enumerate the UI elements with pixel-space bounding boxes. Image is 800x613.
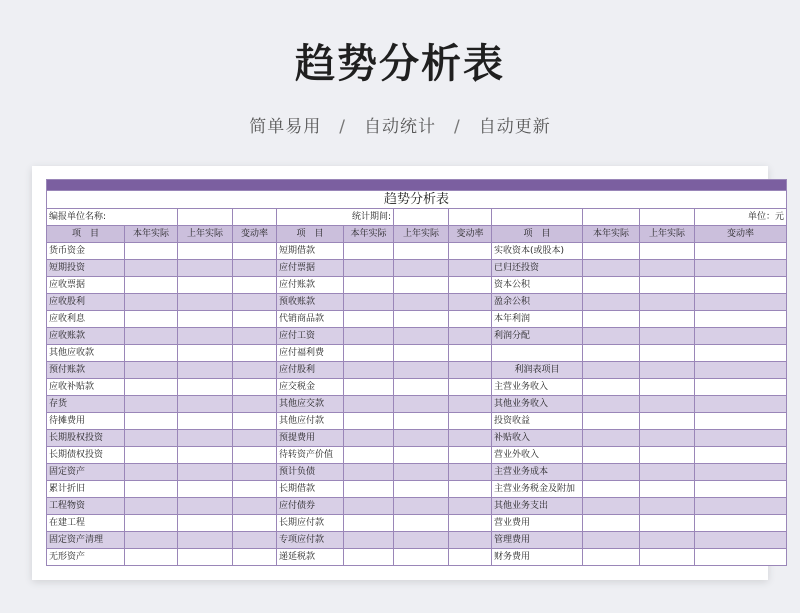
item-cell: 固定资产 [47, 464, 125, 481]
item-cell: 其他业务收入 [492, 396, 583, 413]
item-cell: 利润分配 [492, 328, 583, 345]
value-cell[interactable] [695, 447, 787, 464]
value-cell[interactable] [233, 430, 277, 447]
item-cell: 固定资产清理 [47, 532, 125, 549]
value-cell[interactable] [449, 277, 492, 294]
value-cell[interactable] [695, 328, 787, 345]
value-cell[interactable] [449, 328, 492, 345]
item-cell: 长期借款 [277, 481, 344, 498]
meta-cell[interactable] [178, 209, 233, 226]
value-cell[interactable] [233, 532, 277, 549]
column-header: 本年实际 [125, 226, 178, 243]
item-cell: 已归还投资 [492, 260, 583, 277]
item-cell: 主营业务收入 [492, 379, 583, 396]
value-cell[interactable] [695, 481, 787, 498]
value-cell[interactable] [640, 311, 695, 328]
table-row [47, 396, 787, 413]
value-cell[interactable] [449, 294, 492, 311]
value-cell[interactable] [394, 379, 449, 396]
value-cell[interactable] [344, 549, 394, 566]
item-cell: 应收利息 [47, 311, 125, 328]
table-row [47, 447, 787, 464]
value-cell[interactable] [583, 549, 640, 566]
value-cell[interactable] [640, 515, 695, 532]
column-header: 上年实际 [640, 226, 695, 243]
table-row [47, 362, 787, 379]
value-cell[interactable] [449, 243, 492, 260]
meta-cell[interactable] [492, 209, 583, 226]
value-cell[interactable] [394, 243, 449, 260]
value-cell[interactable] [695, 345, 787, 362]
meta-cell[interactable] [583, 209, 640, 226]
item-cell: 资本公积 [492, 277, 583, 294]
value-cell[interactable] [583, 277, 640, 294]
value-cell[interactable] [344, 277, 394, 294]
item-cell: 在建工程 [47, 515, 125, 532]
table-row [47, 515, 787, 532]
table-row [47, 430, 787, 447]
value-cell[interactable] [344, 498, 394, 515]
value-cell[interactable] [233, 260, 277, 277]
item-cell: 待摊费用 [47, 413, 125, 430]
table-row [47, 345, 787, 362]
item-cell: 主营业务成本 [492, 464, 583, 481]
column-header: 变动率 [233, 226, 277, 243]
item-cell: 工程物资 [47, 498, 125, 515]
item-cell: 盈余公积 [492, 294, 583, 311]
value-cell[interactable] [125, 481, 178, 498]
value-cell[interactable] [583, 311, 640, 328]
value-cell[interactable] [695, 396, 787, 413]
value-cell[interactable] [695, 498, 787, 515]
value-cell[interactable] [695, 430, 787, 447]
meta-cell[interactable] [640, 209, 695, 226]
value-cell[interactable] [583, 328, 640, 345]
value-cell[interactable] [394, 260, 449, 277]
value-cell[interactable] [178, 311, 233, 328]
item-cell: 货币资金 [47, 243, 125, 260]
table-row [47, 277, 787, 294]
value-cell[interactable] [583, 447, 640, 464]
value-cell[interactable] [233, 464, 277, 481]
value-cell[interactable] [233, 243, 277, 260]
value-cell[interactable] [394, 277, 449, 294]
value-cell[interactable] [583, 294, 640, 311]
item-cell: 应收股利 [47, 294, 125, 311]
value-cell[interactable] [449, 260, 492, 277]
value-cell[interactable] [583, 464, 640, 481]
value-cell[interactable] [178, 464, 233, 481]
value-cell[interactable] [583, 532, 640, 549]
value-cell[interactable] [125, 464, 178, 481]
value-cell[interactable] [449, 515, 492, 532]
table-row [47, 328, 787, 345]
value-cell[interactable] [394, 328, 449, 345]
value-cell[interactable] [640, 362, 695, 379]
meta-cell[interactable] [233, 209, 277, 226]
value-cell[interactable] [695, 413, 787, 430]
value-cell[interactable] [583, 379, 640, 396]
item-cell: 其他应付款 [277, 413, 344, 430]
value-cell[interactable] [125, 362, 178, 379]
value-cell[interactable] [695, 549, 787, 566]
value-cell[interactable] [695, 362, 787, 379]
column-header: 项 目 [277, 226, 344, 243]
value-cell[interactable] [344, 532, 394, 549]
item-cell: 实收资本(或股本) [492, 243, 583, 260]
value-cell[interactable] [233, 362, 277, 379]
item-cell: 长期股权投资 [47, 430, 125, 447]
value-cell[interactable] [178, 549, 233, 566]
item-cell: 短期投资 [47, 260, 125, 277]
item-cell: 无形资产 [47, 549, 125, 566]
value-cell[interactable] [583, 515, 640, 532]
column-header: 变动率 [449, 226, 492, 243]
table-title: 趋势分析表 [47, 191, 787, 209]
value-cell[interactable] [125, 430, 178, 447]
subtitle-item-auto-stats: 自动统计 [364, 117, 436, 137]
value-cell[interactable] [640, 549, 695, 566]
value-cell[interactable] [233, 515, 277, 532]
value-cell[interactable] [178, 345, 233, 362]
item-cell: 短期借款 [277, 243, 344, 260]
value-cell[interactable] [125, 294, 178, 311]
value-cell[interactable] [640, 447, 695, 464]
value-cell[interactable] [178, 379, 233, 396]
value-cell[interactable] [640, 345, 695, 362]
table-row [47, 413, 787, 430]
value-cell[interactable] [394, 345, 449, 362]
table-row [47, 379, 787, 396]
value-cell[interactable] [583, 481, 640, 498]
value-cell[interactable] [344, 345, 394, 362]
value-cell[interactable] [394, 481, 449, 498]
value-cell[interactable] [394, 515, 449, 532]
item-cell: 预计负债 [277, 464, 344, 481]
value-cell[interactable] [178, 362, 233, 379]
value-cell[interactable] [583, 243, 640, 260]
value-cell[interactable] [449, 549, 492, 566]
spreadsheet-viewport [46, 179, 786, 567]
item-cell: 其他业务支出 [492, 498, 583, 515]
meta-cell[interactable] [449, 209, 492, 226]
value-cell[interactable] [640, 464, 695, 481]
value-cell[interactable] [125, 345, 178, 362]
subtitle-item-auto-update: 自动更新 [478, 117, 551, 137]
table-row [47, 311, 787, 328]
value-cell[interactable] [394, 464, 449, 481]
value-cell[interactable] [344, 447, 394, 464]
table-title-row [47, 191, 787, 209]
item-cell: 营业外收入 [492, 447, 583, 464]
value-cell[interactable] [178, 532, 233, 549]
item-cell: 补贴收入 [492, 430, 583, 447]
value-cell[interactable] [695, 277, 787, 294]
value-cell[interactable] [178, 328, 233, 345]
value-cell[interactable] [125, 311, 178, 328]
subtitle-separator: / [339, 117, 346, 137]
value-cell[interactable] [178, 294, 233, 311]
trend-analysis-table [46, 179, 787, 566]
value-cell[interactable] [394, 532, 449, 549]
item-cell: 应付工资 [277, 328, 344, 345]
item-cell: 存货 [47, 396, 125, 413]
value-cell[interactable] [344, 379, 394, 396]
item-cell: 代销商品款 [277, 311, 344, 328]
value-cell[interactable] [695, 532, 787, 549]
value-cell[interactable] [178, 515, 233, 532]
item-cell: 应付福利费 [277, 345, 344, 362]
value-cell[interactable] [344, 260, 394, 277]
value-cell[interactable] [695, 260, 787, 277]
item-cell: 预收账款 [277, 294, 344, 311]
table-row [47, 464, 787, 481]
value-cell[interactable] [178, 396, 233, 413]
value-cell[interactable] [178, 430, 233, 447]
item-cell: 营业费用 [492, 515, 583, 532]
value-cell[interactable] [695, 515, 787, 532]
item-cell: 待转资产价值 [277, 447, 344, 464]
item-cell: 预付账款 [47, 362, 125, 379]
item-cell: 递延税款 [277, 549, 344, 566]
item-cell: 投资收益 [492, 413, 583, 430]
value-cell[interactable] [125, 277, 178, 294]
value-cell[interactable] [449, 447, 492, 464]
value-cell[interactable] [344, 481, 394, 498]
value-cell[interactable] [695, 311, 787, 328]
value-cell[interactable] [640, 413, 695, 430]
value-cell[interactable] [583, 260, 640, 277]
value-cell[interactable] [344, 430, 394, 447]
value-cell[interactable] [233, 498, 277, 515]
subtitle-separator: / [454, 117, 461, 137]
value-cell[interactable] [583, 345, 640, 362]
value-cell[interactable] [394, 294, 449, 311]
value-cell[interactable] [125, 328, 178, 345]
column-header: 项 目 [492, 226, 583, 243]
value-cell[interactable] [583, 413, 640, 430]
item-cell: 应付账款 [277, 277, 344, 294]
item-cell: 累计折旧 [47, 481, 125, 498]
column-header: 项 目 [47, 226, 125, 243]
value-cell[interactable] [233, 481, 277, 498]
subtitle-item-easy: 简单易用 [249, 117, 322, 137]
value-cell[interactable] [394, 498, 449, 515]
value-cell[interactable] [640, 379, 695, 396]
value-cell[interactable] [125, 549, 178, 566]
value-cell[interactable] [233, 311, 277, 328]
value-cell[interactable] [178, 260, 233, 277]
meta-row [47, 209, 787, 226]
value-cell[interactable] [178, 447, 233, 464]
table-row [47, 481, 787, 498]
value-cell[interactable] [125, 413, 178, 430]
item-cell: 其他应交款 [277, 396, 344, 413]
value-cell[interactable] [233, 396, 277, 413]
value-cell[interactable] [394, 447, 449, 464]
value-cell[interactable] [233, 294, 277, 311]
value-cell[interactable] [640, 481, 695, 498]
value-cell[interactable] [178, 498, 233, 515]
value-cell[interactable] [583, 396, 640, 413]
value-cell[interactable] [344, 294, 394, 311]
value-cell[interactable] [125, 396, 178, 413]
item-cell: 应收票据 [47, 277, 125, 294]
value-cell[interactable] [394, 362, 449, 379]
value-cell[interactable] [233, 328, 277, 345]
spreadsheet-card [32, 166, 785, 580]
page-title: 趋势分析表 [295, 41, 505, 87]
column-header: 本年实际 [344, 226, 394, 243]
value-cell[interactable] [583, 362, 640, 379]
column-header: 上年实际 [394, 226, 449, 243]
value-cell[interactable] [125, 260, 178, 277]
column-header: 上年实际 [178, 226, 233, 243]
value-cell[interactable] [125, 532, 178, 549]
period-label: 统计期间: [277, 209, 394, 226]
item-cell: 应付股利 [277, 362, 344, 379]
value-cell[interactable] [125, 379, 178, 396]
value-cell[interactable] [344, 413, 394, 430]
value-cell[interactable] [178, 243, 233, 260]
value-cell[interactable] [449, 413, 492, 430]
value-cell[interactable] [640, 277, 695, 294]
value-cell[interactable] [394, 549, 449, 566]
value-cell[interactable] [640, 532, 695, 549]
value-cell[interactable] [233, 447, 277, 464]
value-cell[interactable] [125, 243, 178, 260]
value-cell[interactable] [125, 515, 178, 532]
value-cell[interactable] [233, 277, 277, 294]
value-cell[interactable] [233, 549, 277, 566]
value-cell[interactable] [449, 345, 492, 362]
item-cell: 主营业务税金及附加 [492, 481, 583, 498]
column-header: 本年实际 [583, 226, 640, 243]
value-cell[interactable] [344, 464, 394, 481]
value-cell[interactable] [640, 260, 695, 277]
value-cell[interactable] [449, 532, 492, 549]
item-cell [492, 345, 583, 362]
value-cell[interactable] [640, 294, 695, 311]
table-row [47, 532, 787, 549]
value-cell[interactable] [583, 430, 640, 447]
table-row [47, 549, 787, 566]
value-cell[interactable] [344, 515, 394, 532]
item-cell: 应交税金 [277, 379, 344, 396]
value-cell[interactable] [394, 413, 449, 430]
value-cell[interactable] [394, 430, 449, 447]
value-cell[interactable] [344, 243, 394, 260]
value-cell[interactable] [394, 396, 449, 413]
value-cell[interactable] [695, 464, 787, 481]
value-cell[interactable] [178, 413, 233, 430]
item-cell: 本年利润 [492, 311, 583, 328]
value-cell[interactable] [344, 396, 394, 413]
value-cell[interactable] [344, 328, 394, 345]
value-cell[interactable] [344, 362, 394, 379]
value-cell[interactable] [449, 379, 492, 396]
item-cell: 长期债权投资 [47, 447, 125, 464]
value-cell[interactable] [449, 396, 492, 413]
item-cell: 财务费用 [492, 549, 583, 566]
value-cell[interactable] [449, 430, 492, 447]
table-row [47, 243, 787, 260]
value-cell[interactable] [695, 379, 787, 396]
item-cell: 利润表项目 [492, 362, 583, 379]
value-cell[interactable] [695, 243, 787, 260]
item-cell: 预提费用 [277, 430, 344, 447]
value-cell[interactable] [640, 430, 695, 447]
value-cell[interactable] [125, 447, 178, 464]
value-cell[interactable] [640, 328, 695, 345]
table-row [47, 294, 787, 311]
value-cell[interactable] [233, 379, 277, 396]
item-cell: 专项应付款 [277, 532, 344, 549]
column-header: 变动率 [695, 226, 787, 243]
item-cell: 管理费用 [492, 532, 583, 549]
table-row [47, 260, 787, 277]
meta-cell[interactable] [394, 209, 449, 226]
value-cell[interactable] [178, 481, 233, 498]
unit-label: 单位：元 [695, 209, 787, 226]
item-cell: 应付债券 [277, 498, 344, 515]
value-cell[interactable] [394, 311, 449, 328]
value-cell[interactable] [449, 464, 492, 481]
column-header-row [47, 226, 787, 243]
value-cell[interactable] [640, 498, 695, 515]
item-cell: 应付票据 [277, 260, 344, 277]
value-cell[interactable] [233, 345, 277, 362]
value-cell[interactable] [449, 498, 492, 515]
value-cell[interactable] [344, 311, 394, 328]
company-name-label: 编报单位名称: [47, 209, 178, 226]
value-cell[interactable] [125, 498, 178, 515]
item-cell: 应收账款 [47, 328, 125, 345]
value-cell[interactable] [449, 311, 492, 328]
value-cell[interactable] [583, 498, 640, 515]
value-cell[interactable] [449, 481, 492, 498]
value-cell[interactable] [640, 396, 695, 413]
value-cell[interactable] [449, 362, 492, 379]
item-cell: 长期应付款 [277, 515, 344, 532]
table-row [47, 498, 787, 515]
top-color-band [47, 180, 787, 191]
item-cell: 应收补贴款 [47, 379, 125, 396]
value-cell[interactable] [233, 413, 277, 430]
value-cell[interactable] [178, 277, 233, 294]
value-cell[interactable] [695, 294, 787, 311]
value-cell[interactable] [640, 243, 695, 260]
subtitle [0, 112, 800, 137]
item-cell: 其他应收款 [47, 345, 125, 362]
